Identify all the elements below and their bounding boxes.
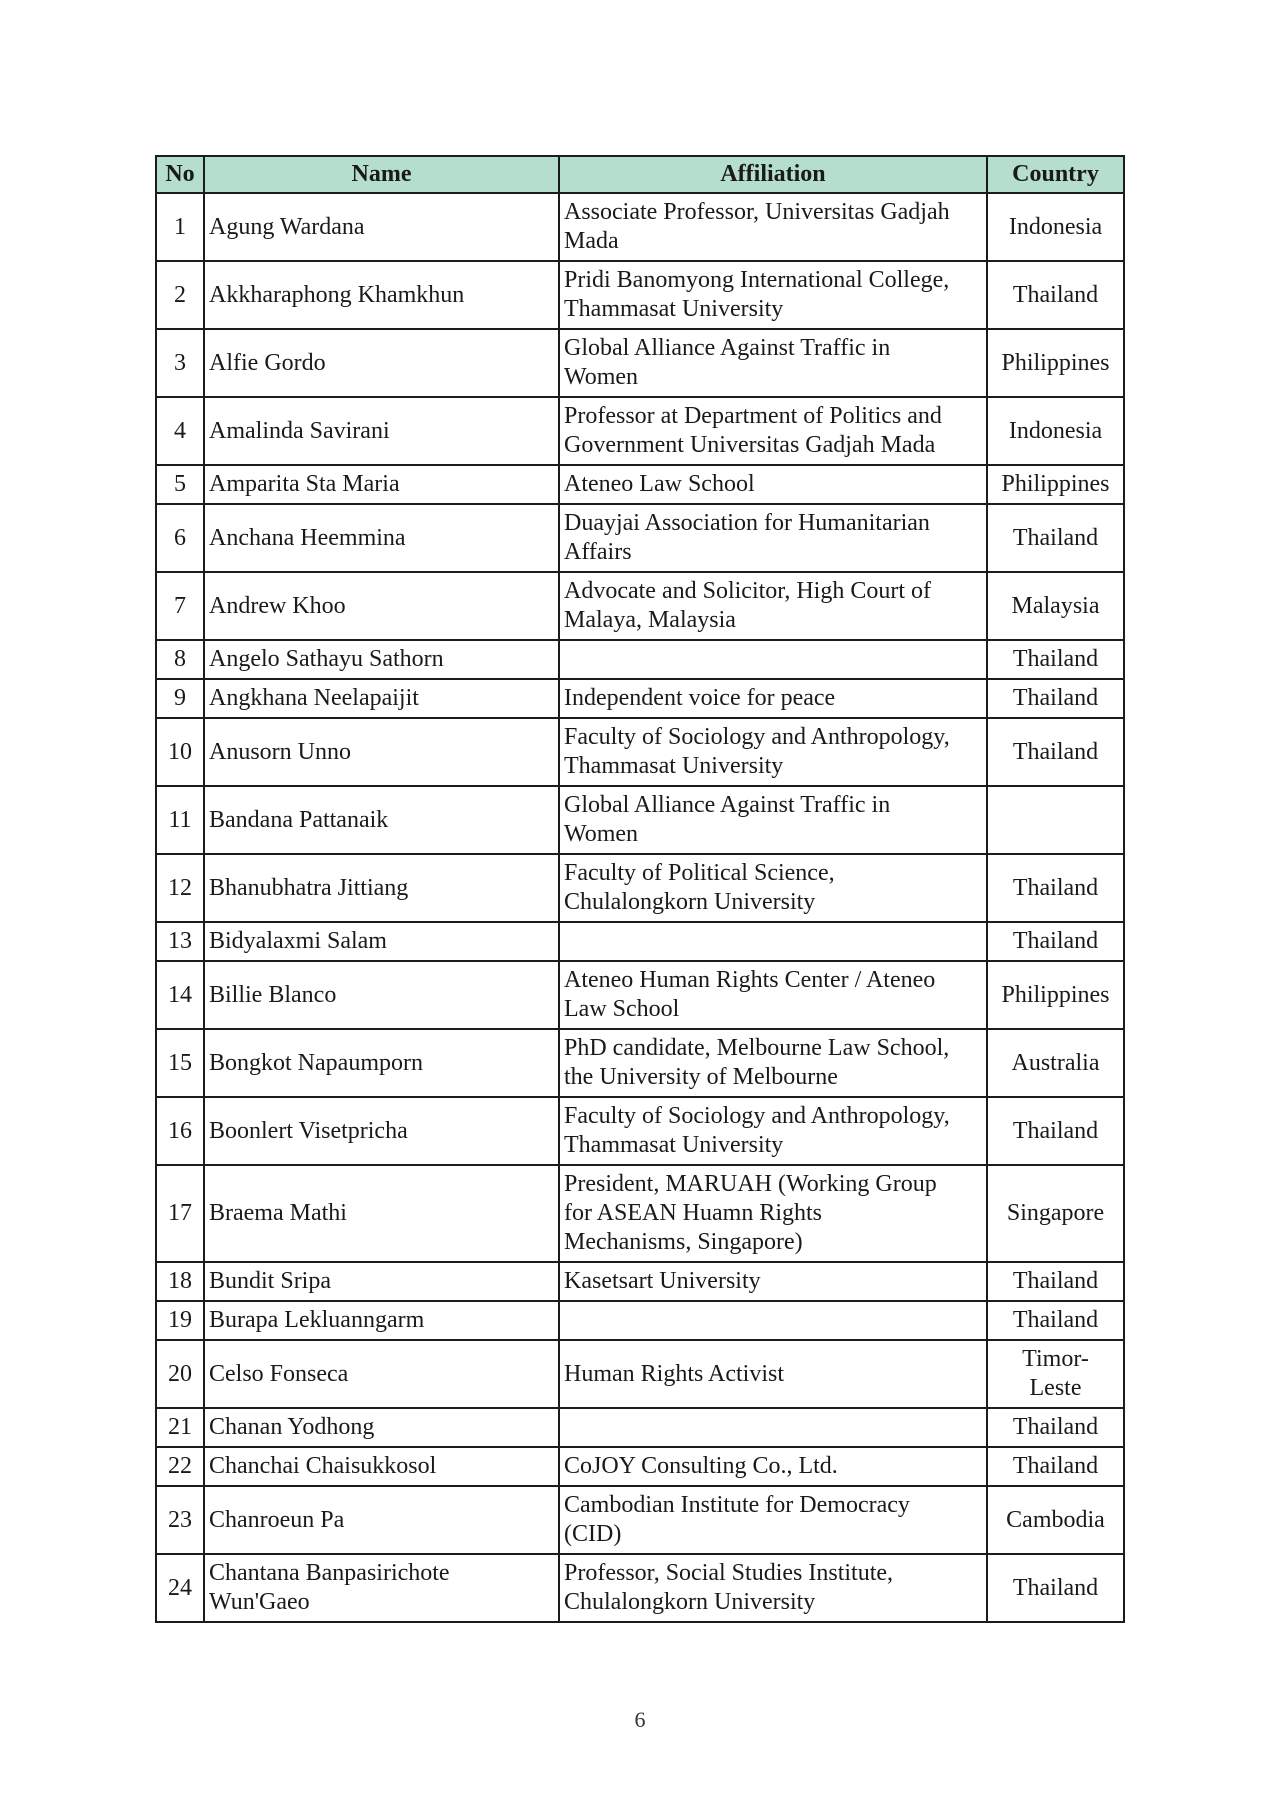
cell-name-line: Bandana Pattanaik [209,806,389,833]
cell-name-line: Bundit Sripa [209,1268,332,1294]
cell-name [204,786,559,854]
cell-affiliation-line: Pridi Banomyong International College, [564,267,950,293]
cell-affiliation [559,1486,987,1554]
cell-affiliation-line: Chulalongkorn University [564,889,816,915]
cell-name [204,1447,559,1486]
cell-affiliation [559,961,987,1029]
cell-country [987,718,1124,786]
cell-affiliation-line: Faculty of Sociology and Anthropology, [564,1103,950,1129]
cell-name [204,261,559,329]
cell-no: 18 [156,1262,204,1301]
cell-affiliation [559,1165,987,1262]
cell-country [987,1447,1124,1486]
cell-affiliation [559,1408,987,1447]
table-row [156,1262,1124,1301]
cell-country [987,193,1124,261]
table-row [156,397,1124,465]
cell-name [204,640,559,679]
cell-name [204,1097,559,1165]
cell-country [987,1301,1124,1340]
cell-country [987,961,1124,1029]
cell-name [204,193,559,261]
cell-no: 8 [156,640,204,679]
cell-country-line: Thailand [1012,738,1099,765]
cell-no: 19 [156,1301,204,1340]
cell-name-line: Braema Mathi [209,1200,347,1226]
cell-country-line: Leste [1029,1375,1082,1401]
cell-name [204,572,559,640]
cell-name [204,1408,559,1447]
header-name: Name [204,156,559,193]
cell-name-line: Andrew Khoo [209,592,346,619]
cell-name-line: Anusorn Unno [209,738,351,765]
cell-name-line: Chanchai Chaisukkosol [209,1453,437,1479]
cell-affiliation [559,504,987,572]
cell-affiliation [559,1262,987,1301]
cell-affiliation-line: Thammasat University [564,753,784,779]
cell-affiliation [559,1554,987,1622]
cell-affiliation [559,1447,987,1486]
table-row [156,1301,1124,1340]
page-number: 6 [634,1707,646,1732]
cell-country-line: Thailand [1012,1307,1099,1333]
cell-affiliation [559,1301,987,1340]
cell-country [987,786,1124,854]
cell-affiliation-line: PhD candidate, Melbourne Law School, [564,1035,950,1061]
cell-name-line: Akkharaphong Khamkhun [209,281,465,308]
cell-affiliation [559,261,987,329]
table-body [156,193,1124,1622]
cell-affiliation-line: Advocate and Solicitor, High Court of [564,578,931,604]
cell-affiliation-line: Ateneo Law School [564,471,755,497]
cell-no: 14 [156,961,204,1029]
cell-no: 4 [156,397,204,465]
table-row [156,465,1124,504]
header-affiliation: Affiliation [559,156,987,193]
cell-no: 20 [156,1340,204,1408]
cell-affiliation [559,1340,987,1408]
cell-name-line: Bongkot Napaumporn [209,1049,423,1076]
cell-country-line: Singapore [1006,1200,1105,1226]
cell-affiliation-line: for ASEAN Huamn Rights [564,1200,822,1226]
cell-affiliation-line: Global Alliance Against Traffic in [564,792,891,818]
cell-affiliation-line: Malaya, Malaysia [564,607,736,633]
table-row [156,961,1124,1029]
cell-affiliation-line: Professor, Social Studies Institute, [564,1560,894,1586]
cell-no: 13 [156,922,204,961]
cell-no: 15 [156,1029,204,1097]
cell-country [987,640,1124,679]
cell-name-line: Angelo Sathayu Sathorn [209,646,444,672]
cell-country-line: Thailand [1012,874,1099,901]
cell-affiliation-line: Human Rights Activist [564,1360,785,1387]
cell-affiliation-line: Faculty of Sociology and Anthropology, [564,724,950,750]
cell-affiliation [559,329,987,397]
cell-no: 24 [156,1554,204,1622]
cell-affiliation-line: Associate Professor, Universitas Gadjah [564,199,950,225]
cell-no: 6 [156,504,204,572]
cell-affiliation-line: the University of Melbourne [564,1064,838,1090]
table-row [156,1408,1124,1447]
participants-table [155,155,1125,1623]
cell-name [204,397,559,465]
table-header [156,156,1124,193]
cell-name [204,1554,559,1622]
cell-affiliation [559,397,987,465]
cell-name-line: Amalinda Savirani [209,417,390,444]
cell-affiliation [559,193,987,261]
cell-name-line: Bhanubhatra Jittiang [209,874,409,901]
table-row [156,1447,1124,1486]
cell-no: 9 [156,679,204,718]
cell-affiliation-line: Government Universitas Gadjah Mada [564,432,936,458]
cell-country-line: Thailand [1012,1414,1099,1440]
cell-country-line: Indonesia [1008,213,1103,240]
cell-affiliation-line: Thammasat University [564,296,784,322]
cell-affiliation-line: Women [564,364,639,390]
table-row [156,786,1124,854]
cell-affiliation [559,465,987,504]
cell-no: 22 [156,1447,204,1486]
table-row [156,1029,1124,1097]
cell-affiliation-line: Faculty of Political Science, [564,860,835,886]
cell-name-line: Amparita Sta Maria [209,471,400,497]
cell-name [204,465,559,504]
cell-affiliation-line: (CID) [564,1521,622,1547]
cell-affiliation-line: Duayjai Association for Humanitarian [564,510,930,536]
table-row [156,922,1124,961]
table-row [156,504,1124,572]
cell-no: 21 [156,1408,204,1447]
cell-country-line: Philippines [1001,349,1110,376]
table-row [156,718,1124,786]
cell-name [204,1301,559,1340]
cell-name-line: Chanroeun Pa [209,1506,345,1533]
cell-name-line: Alfie Gordo [209,349,326,376]
cell-no: 17 [156,1165,204,1262]
cell-country [987,1408,1124,1447]
cell-affiliation [559,679,987,718]
cell-affiliation-line: CoJOY Consulting Co., Ltd. [564,1453,838,1479]
cell-country-line: Malaysia [1011,592,1100,619]
cell-country [987,1097,1124,1165]
cell-country [987,1340,1124,1408]
cell-name-line: Anchana Heemmina [209,524,406,551]
cell-no: 7 [156,572,204,640]
cell-country [987,1554,1124,1622]
cell-name [204,718,559,786]
cell-affiliation [559,786,987,854]
header-row [156,156,1124,193]
cell-name [204,1340,559,1408]
cell-name-line: Boonlert Visetpricha [209,1117,408,1144]
cell-country-line: Thailand [1012,1453,1099,1479]
cell-affiliation-line: Chulalongkorn University [564,1589,816,1615]
cell-name-line: Chanan Yodhong [209,1414,375,1440]
cell-country [987,572,1124,640]
cell-country-line: Timor- [1022,1346,1089,1372]
cell-affiliation [559,1097,987,1165]
cell-affiliation-line: Ateneo Human Rights Center / Ateneo [564,967,936,993]
cell-no: 16 [156,1097,204,1165]
cell-country-line: Thailand [1012,1268,1099,1294]
table-row [156,572,1124,640]
table-row [156,679,1124,718]
table-row [156,1340,1124,1408]
cell-affiliation-line: Mechanisms, Singapore) [564,1229,803,1255]
cell-no: 23 [156,1486,204,1554]
cell-no: 12 [156,854,204,922]
cell-country [987,1029,1124,1097]
cell-affiliation-line: President, MARUAH (Working Group [564,1171,937,1197]
cell-no: 1 [156,193,204,261]
cell-country [987,504,1124,572]
cell-no: 2 [156,261,204,329]
cell-country-line: Thailand [1012,281,1099,308]
cell-affiliation [559,1029,987,1097]
cell-name [204,679,559,718]
table-row [156,1165,1124,1262]
cell-name-line: Angkhana Neelapaijit [209,685,419,711]
cell-country-line: Indonesia [1008,417,1103,444]
table-row [156,261,1124,329]
cell-name [204,922,559,961]
cell-country-line: Thailand [1012,928,1099,954]
cell-country [987,854,1124,922]
cell-country-line: Thailand [1012,685,1099,711]
cell-name-line: Bidyalaxmi Salam [209,928,387,954]
table-row [156,193,1124,261]
cell-country-line: Thailand [1012,1117,1099,1144]
cell-name [204,1029,559,1097]
table-row [156,1486,1124,1554]
table-row [156,329,1124,397]
cell-affiliation [559,640,987,679]
cell-no: 11 [156,786,204,854]
cell-name [204,961,559,1029]
cell-name-line: Billie Blanco [209,981,337,1008]
header-country: Country [987,156,1124,193]
cell-affiliation-line: Global Alliance Against Traffic in [564,335,891,361]
cell-country [987,397,1124,465]
cell-country [987,1486,1124,1554]
cell-name [204,1165,559,1262]
cell-affiliation-line: Professor at Department of Politics and [564,403,942,429]
cell-country-line: Philippines [1001,981,1110,1008]
cell-country-line: Australia [1011,1049,1100,1076]
cell-no: 3 [156,329,204,397]
header-no: No [156,156,204,193]
table-row [156,854,1124,922]
cell-name [204,854,559,922]
cell-name-line: Agung Wardana [209,213,365,240]
cell-affiliation [559,718,987,786]
cell-affiliation-line: Women [564,821,639,847]
cell-country [987,465,1124,504]
cell-name [204,504,559,572]
cell-country-line: Cambodia [1006,1506,1105,1533]
cell-country-line: Philippines [1001,471,1110,497]
table-row [156,1097,1124,1165]
cell-country-line: Thailand [1012,1574,1099,1601]
cell-country [987,1165,1124,1262]
table-row [156,1554,1124,1622]
cell-affiliation-line: Mada [564,228,619,254]
cell-affiliation-line: Law School [564,996,680,1022]
cell-country-line: Thailand [1012,524,1099,551]
cell-name [204,1486,559,1554]
cell-affiliation [559,572,987,640]
cell-affiliation-line: Affairs [564,539,632,565]
cell-no: 5 [156,465,204,504]
cell-affiliation [559,922,987,961]
cell-country [987,679,1124,718]
table-row [156,640,1124,679]
cell-country [987,329,1124,397]
cell-country [987,922,1124,961]
cell-country [987,261,1124,329]
cell-affiliation [559,854,987,922]
cell-name-line: Chantana Banpasirichote [209,1560,450,1586]
cell-affiliation-line: Thammasat University [564,1132,784,1158]
cell-name-line: Celso Fonseca [209,1360,349,1387]
cell-country [987,1262,1124,1301]
cell-country-line: Thailand [1012,646,1099,672]
cell-name-line: Wun'Gaeo [209,1589,310,1615]
cell-name [204,1262,559,1301]
cell-name-line: Burapa Lekluanngarm [209,1307,425,1333]
cell-affiliation-line: Independent voice for peace [564,685,836,711]
cell-affiliation-line: Cambodian Institute for Democracy [564,1492,910,1518]
cell-affiliation-line: Kasetsart University [564,1268,761,1294]
cell-name [204,329,559,397]
cell-no: 10 [156,718,204,786]
